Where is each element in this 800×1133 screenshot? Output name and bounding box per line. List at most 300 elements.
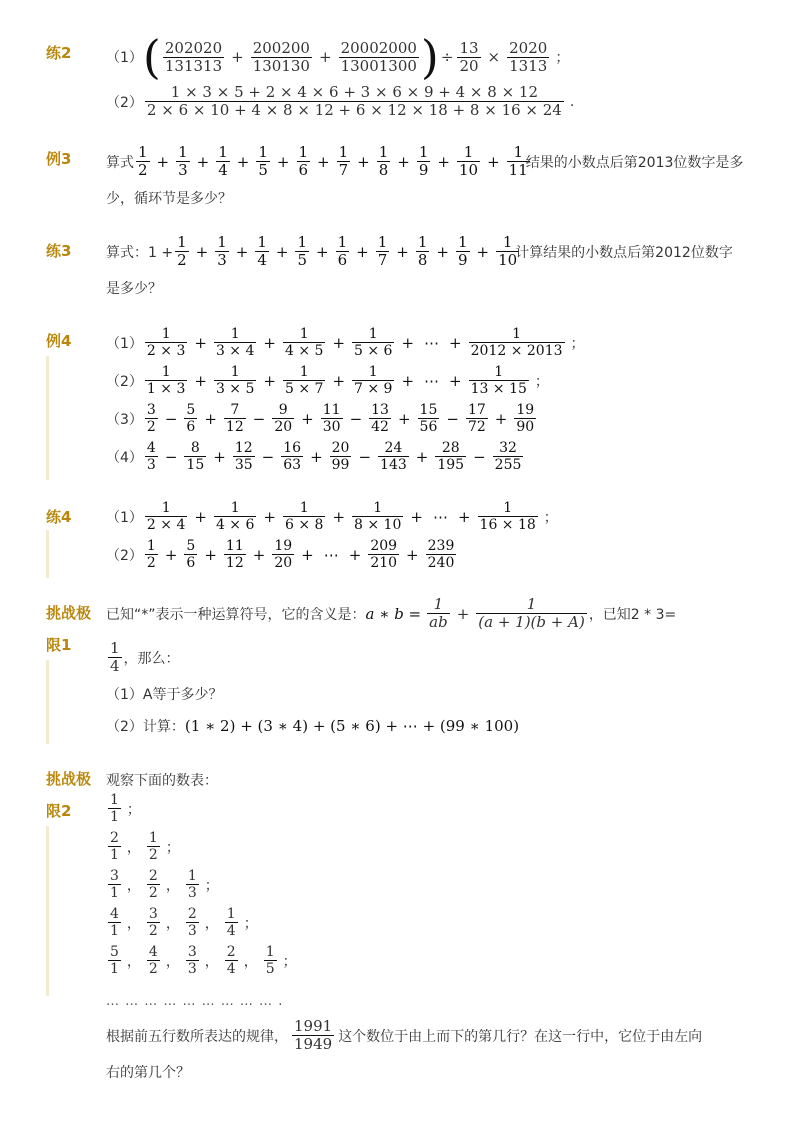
fraction (417, 144, 431, 179)
fraction (108, 868, 121, 901)
tz1-q2: （2）计算： (1 ∗ 2) + (3 ∗ 4) + (5 ∗ 6) + ⋯ + (99 ∗ 100) (106, 717, 520, 735)
fraction (145, 364, 187, 397)
denominator: 4 × 5 (284, 343, 324, 359)
ellipsis: ⋯ (424, 371, 440, 390)
numerator: 1 (257, 233, 267, 251)
fraction: $\frac{2020}{1313}$ (509, 38, 548, 75)
denominator: 1 (110, 885, 119, 901)
denominator: 8 × 10 (354, 517, 402, 533)
fraction (186, 906, 199, 939)
numerator: 1 (378, 143, 389, 161)
numerator: 3 (110, 868, 119, 884)
denominator: 5 (297, 251, 308, 269)
numerator: 1 (146, 538, 156, 554)
denominator: 3 × 5 (215, 381, 255, 397)
comma: ， (126, 839, 141, 856)
operator: + (263, 371, 276, 390)
numerator: 1 (494, 364, 504, 380)
divider (46, 356, 49, 480)
fraction: $\frac{13}{20}$ (459, 38, 479, 75)
denominator: 143 (380, 457, 407, 473)
denominator: 1 (110, 809, 119, 825)
operator: − (252, 409, 266, 428)
denominator: 4 × 6 (215, 517, 255, 533)
fraction (369, 402, 391, 435)
fraction (147, 868, 160, 901)
denominator: 30 (322, 419, 341, 435)
numerator: 2 (226, 944, 236, 960)
section-label: 例3 (46, 150, 72, 168)
fraction (493, 440, 524, 473)
semicolon: ； (243, 915, 258, 932)
denominator: 3 × 4 (215, 343, 255, 359)
plus-sign: + (317, 152, 330, 171)
numerator: 1 (297, 233, 308, 251)
numerator: 16 (283, 440, 302, 456)
fraction (418, 402, 440, 435)
semicolon: ； (126, 801, 141, 818)
denominator: 7 (377, 251, 388, 269)
fraction (297, 144, 311, 179)
section-label: 挑战极 (46, 770, 92, 788)
fraction (281, 440, 303, 473)
fraction: $\frac{1 \times 3 \times 5 + 2 \times 4 \times 6 + 3 \times 6 \times 9 + 4 \times 8 \times 12}{2 \times 6 \times 10 + 4 \times 8 \times 12 + 6 \times 12 \times 18 + 8 \times 16 \times 24}$ (146, 83, 562, 119)
numerator: 1 (417, 233, 428, 251)
operator: + (204, 409, 217, 428)
fraction (416, 234, 430, 269)
series-expression (143, 500, 540, 533)
comma: ， (204, 915, 219, 932)
series-expression (143, 402, 538, 435)
operator: + (310, 447, 323, 466)
numerator: 24 (384, 440, 403, 456)
divider (46, 660, 49, 744)
section-label: 练4 (46, 508, 72, 526)
punctuation: ； (543, 509, 558, 526)
series-row (106, 440, 525, 473)
numerator: 209 (370, 538, 398, 554)
denominator: 2 (138, 161, 148, 179)
lian3-line-1: 算式：1 + $\frac{1}{2}$ + $\frac{1}{3}$ + $\frac{1}{4}$ + $\frac{1}{5}$ + $\frac{1}{6}$ + $\frac{1}{7}$ + $\frac{1}{8}$ + $\frac{1}{9}$ + $\frac{1}{10}$ 计算结果的小数点后第2012位数字 (106, 233, 733, 269)
denominator: 3 (187, 961, 197, 977)
fraction (330, 440, 352, 473)
fraction (469, 326, 565, 359)
fraction (214, 364, 256, 397)
denominator: 6 (337, 251, 348, 269)
fraction (352, 364, 394, 397)
plus-sign: + (316, 242, 329, 261)
plus-sign: + (196, 152, 210, 171)
operator: + (449, 333, 462, 352)
ellipsis: ⋯ (424, 333, 440, 352)
fraction (214, 326, 256, 359)
numerator: 1 (299, 326, 309, 342)
fraction (145, 402, 158, 435)
denominator: 16 × 18 (479, 517, 536, 533)
numerator: 4 (110, 906, 119, 922)
numerator: 239 (427, 538, 455, 554)
fraction (321, 402, 343, 435)
ellipsis: ⋯ (432, 507, 448, 526)
series-expression (143, 440, 525, 473)
fraction (145, 500, 187, 533)
fraction: $\frac{1}{ab}$ (429, 595, 448, 631)
comma: ， (126, 953, 141, 970)
punctuation: ； (534, 373, 549, 390)
numerator: 1 (512, 326, 522, 342)
tz1-line-1: 已知“*”表示一种运算符号，它的含义是： a ∗ b = $\frac{1}{ab}$ + $\frac{1}{(a + 1)(b + A)}$ ，已知2 * 3= (106, 595, 677, 631)
numerator: 5 (110, 944, 119, 960)
harmonic-sum (173, 234, 521, 269)
denominator: 63 (283, 457, 302, 473)
plus-sign: + (476, 242, 490, 261)
comma: ， (165, 915, 180, 932)
paren-left: ( (142, 30, 161, 84)
plus-sign: + (235, 242, 249, 261)
comma: ， (165, 877, 180, 894)
series-row (106, 402, 538, 435)
tz2-question-2: 右的第几个？ (106, 1065, 190, 1081)
numerator: 1 (110, 792, 119, 808)
semicolon: ； (165, 839, 180, 856)
numerator: 4 (148, 944, 158, 960)
numerator: 3 (146, 402, 156, 418)
denominator: 6 (186, 419, 196, 435)
series-expression (143, 326, 567, 359)
denominator: 5 (265, 961, 275, 977)
li3-line-2: 少，循环节是多少？ (106, 191, 232, 207)
numerator: 1 (187, 868, 197, 884)
fraction (336, 234, 350, 269)
fraction (108, 906, 121, 939)
tz2-question-1: 根据前五行数所表达的规律， $\frac{1991}{1949}$ 这个数位于由上而下的第几行？在这一行中，它位于由左向 (106, 1017, 703, 1053)
plus-sign: + (357, 152, 370, 171)
denominator: 2 × 4 (146, 517, 186, 533)
numerator: 1 (226, 906, 236, 922)
item-number: （4） (106, 449, 143, 466)
fraction (469, 364, 529, 397)
plus-sign: + (437, 152, 450, 171)
fraction (108, 830, 121, 863)
denominator: 2 (146, 555, 156, 571)
fraction (466, 402, 488, 435)
plus-sign: + (436, 242, 449, 261)
operator: + (301, 409, 314, 428)
table-row (106, 792, 145, 825)
plus-sign: + (236, 152, 250, 171)
lian2-item-2: （2） $\frac{1 \times 3 \times 5 + 2 \times 4 \times 6 + 3 \times 6 \times 9 + 4 \times 8 \times 12}{2 \times 6 \times 10 + 4 \times 8 \times 12 + 6 \times 12 \times 18 + 8 \times 16 \times 24}$ . (106, 83, 575, 119)
numerator: 15 (419, 402, 438, 418)
lian2-item-1: （1） ( $\frac{202020}{131313}$ + $\frac{200200}{130130}$ + $\frac{20002000}{13001300}$ ) ÷ $\frac{13}{20}$ × $\frac{2020}{1313}$ ； (106, 30, 570, 84)
denominator: 20 (274, 419, 293, 435)
plus-sign: + (396, 242, 409, 261)
plus-sign: + (397, 152, 410, 171)
tz1-q1: （1）A等于多少？ (106, 687, 223, 703)
table-row (106, 868, 223, 901)
numerator: 1 (218, 143, 228, 161)
numerator: 1 (217, 233, 227, 251)
denominator: 5 × 7 (284, 381, 324, 397)
operator: + (494, 409, 508, 428)
comma: ， (165, 953, 180, 970)
fraction (108, 944, 121, 977)
plus-sign: + (276, 152, 290, 171)
denominator: 10 (498, 251, 518, 269)
fraction (283, 500, 325, 533)
denominator: 3 (178, 161, 188, 179)
fraction (295, 234, 309, 269)
numerator: 17 (467, 402, 486, 418)
series-expression (143, 364, 531, 397)
numerator: 1 (463, 143, 474, 161)
denominator: 3 (187, 885, 197, 901)
numerator: 11 (322, 402, 341, 418)
operator: + (252, 545, 266, 564)
fraction: $\frac{1}{4}$ (110, 639, 120, 675)
operator: − (446, 409, 459, 428)
operator: + (410, 507, 423, 526)
numerator: 5 (186, 402, 196, 418)
fraction (184, 402, 197, 435)
denominator: 99 (331, 457, 350, 473)
numerator: 1 (299, 364, 309, 380)
operator: + (194, 333, 207, 352)
operator: + (401, 333, 415, 352)
item-number: （1） (106, 509, 143, 526)
numerator: 13 (371, 402, 389, 418)
denominator: 5 × 6 (354, 343, 393, 359)
fraction (145, 326, 187, 359)
denominator: 6 (186, 555, 196, 571)
operator: + (194, 507, 207, 526)
tz2-intro: 观察下面的数表： (106, 773, 218, 789)
denominator: 2 (148, 885, 158, 901)
denominator: 72 (467, 419, 486, 435)
section-label: 挑战极 (46, 604, 92, 622)
denominator: 7 (338, 161, 349, 179)
operator: + (397, 409, 411, 428)
numerator: 2 (110, 830, 119, 846)
numerator: 1 (161, 500, 171, 516)
item-number: （2） (106, 94, 143, 111)
comma: ， (204, 953, 219, 970)
denominator: 2 (148, 847, 158, 863)
denominator: 2 (148, 961, 158, 977)
plus-sign: + (487, 152, 500, 171)
comma: ， (126, 915, 141, 932)
fraction (145, 538, 158, 571)
denominator: 240 (427, 555, 455, 571)
operator: − (473, 447, 486, 466)
operator: + (457, 507, 471, 526)
denominator: 12 (225, 555, 244, 571)
plus-sign: + (195, 242, 209, 261)
numerator: 1 (161, 326, 171, 342)
divider (46, 826, 49, 996)
fraction (283, 364, 325, 397)
lian3-line-2: 是多少？ (106, 281, 162, 297)
operator: + (332, 371, 346, 390)
denominator: 195 (437, 457, 465, 473)
fraction (145, 440, 158, 473)
series-row (106, 500, 562, 533)
denominator: 3 (217, 251, 227, 269)
denominator: 8 (417, 251, 428, 269)
section-label: 练2 (46, 44, 72, 62)
semicolon: ； (282, 953, 297, 970)
fraction: $\frac{1}{(a + 1)(b + A)}$ (478, 595, 585, 631)
numerator: 1 (373, 500, 383, 516)
denominator: 3 (187, 923, 197, 939)
fraction (255, 234, 269, 269)
fraction (225, 906, 238, 939)
denominator: 1 (110, 923, 119, 939)
numerator: 1 (377, 233, 388, 251)
section-label-2: 限1 (46, 636, 72, 654)
denominator: 1 (110, 847, 119, 863)
numerator: 7 (230, 402, 240, 418)
operator: − (164, 409, 178, 428)
ellipsis: ⋯ (323, 545, 339, 564)
denominator: 3 (146, 457, 156, 473)
fraction (457, 144, 480, 179)
series-expression (143, 538, 458, 571)
table-row (106, 830, 184, 863)
fraction (224, 538, 246, 571)
item-number: （1） (106, 50, 143, 66)
fraction (184, 440, 206, 473)
operator: + (204, 545, 217, 564)
numerator: 12 (234, 440, 253, 456)
fraction (176, 144, 190, 179)
item-number: （3） (106, 411, 143, 428)
numerator: 1 (503, 500, 513, 516)
operator: + (348, 545, 362, 564)
comma: ， (126, 877, 141, 894)
comma: ， (243, 953, 258, 970)
denominator: 2012 × 2013 (470, 343, 563, 359)
numerator: 1 (338, 143, 349, 161)
series-row (106, 538, 458, 571)
operator: + (332, 507, 346, 526)
denominator: 6 × 8 (284, 517, 324, 533)
series-row (106, 364, 553, 397)
denominator: 4 (226, 961, 236, 977)
operator: + (449, 371, 462, 390)
numerator: 1 (258, 143, 268, 161)
denominator: 12 (225, 419, 244, 435)
numerator: 1 (513, 143, 523, 161)
plus-sign: + (275, 242, 289, 261)
denominator: 5 (258, 161, 268, 179)
fraction (283, 326, 325, 359)
table-row (106, 906, 262, 939)
operator: + (401, 371, 415, 390)
numerator: 1 (177, 233, 187, 251)
numerator: 20 (331, 440, 350, 456)
fraction: $\frac{1991}{1949}$ (294, 1017, 333, 1053)
denominator: 9 (457, 251, 468, 269)
operator: − (349, 409, 363, 428)
fraction (136, 144, 150, 179)
fraction: $\frac{20002000}{13001300}$ (340, 38, 417, 75)
numerator: 2 (187, 906, 197, 922)
numerator: 1 (230, 500, 240, 516)
fraction (378, 440, 409, 473)
series-row (106, 326, 589, 359)
fraction (225, 944, 238, 977)
fraction (514, 402, 536, 435)
denominator: 20 (274, 555, 293, 571)
denominator: 13 × 15 (470, 381, 527, 397)
denominator: 7 × 9 (354, 381, 393, 397)
item-number: （2） (106, 547, 143, 564)
numerator: 1 (368, 326, 378, 342)
fraction (377, 144, 391, 179)
fraction (224, 402, 246, 435)
denominator: 1 (110, 961, 119, 977)
denominator: 6 (298, 161, 309, 179)
numerator: 1 (230, 326, 240, 342)
numerator: 2 (148, 868, 158, 884)
denominator: 8 (378, 161, 389, 179)
paren-right: ) (420, 30, 439, 84)
operator: + (406, 545, 419, 564)
numerator: 19 (516, 402, 535, 418)
fraction (352, 326, 394, 359)
fraction (215, 234, 229, 269)
fraction (368, 538, 399, 571)
operator: − (261, 447, 275, 466)
table-row (106, 944, 301, 977)
denominator: 2 (146, 419, 156, 435)
numerator: 3 (187, 944, 197, 960)
numerator: 11 (225, 538, 244, 554)
numerator: 28 (441, 440, 460, 456)
operator: − (164, 447, 178, 466)
fraction (264, 944, 277, 977)
fraction (272, 538, 294, 571)
fraction (426, 538, 457, 571)
fraction (216, 144, 230, 179)
fraction (456, 234, 470, 269)
numerator: 4 (146, 440, 156, 456)
numerator: 1 (178, 143, 188, 161)
operator: − (358, 447, 372, 466)
operator: + (194, 371, 207, 390)
denominator: 255 (494, 457, 522, 473)
tz1-line-2: $\frac{1}{4}$ ，那么： (110, 639, 180, 675)
numerator: 1 (418, 143, 429, 161)
numerator: 1 (502, 233, 513, 251)
denominator: 42 (371, 419, 389, 435)
fraction: $\frac{202020}{131313}$ (164, 38, 223, 75)
numerator: 5 (186, 538, 196, 554)
fraction (184, 538, 197, 571)
fraction (478, 500, 538, 533)
section-label-2: 限2 (46, 802, 72, 820)
fraction (108, 792, 121, 825)
denominator: 11 (508, 161, 528, 179)
denominator: 9 (418, 161, 429, 179)
numerator: 1 (337, 233, 348, 251)
denominator: 4 (226, 923, 236, 939)
operator: + (301, 545, 314, 564)
fraction (147, 944, 160, 977)
operator: + (263, 333, 276, 352)
denominator: 15 (186, 457, 205, 473)
denominator: 35 (234, 457, 253, 473)
